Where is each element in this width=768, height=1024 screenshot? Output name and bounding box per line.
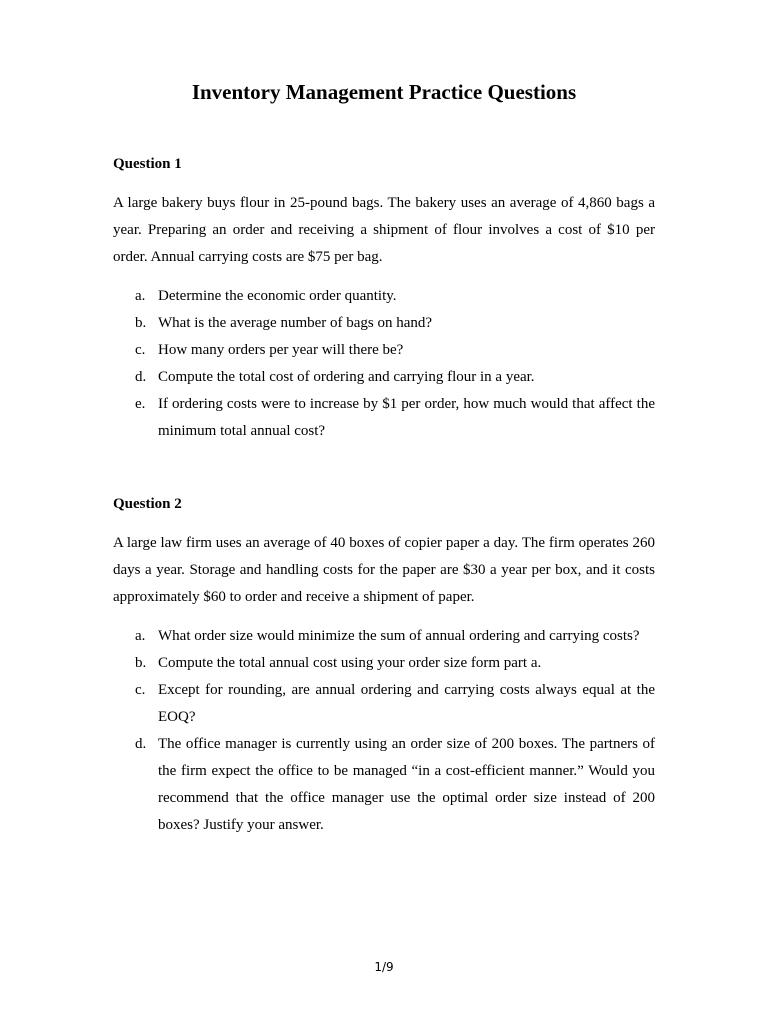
list-item xyxy=(113,623,655,650)
list-item-text: What is the average number of bags on hand? xyxy=(158,315,433,331)
list-item xyxy=(113,650,655,677)
question-2-section xyxy=(113,494,655,839)
list-marker: c. xyxy=(135,342,146,358)
list-marker: a. xyxy=(135,628,146,644)
list-item xyxy=(113,677,655,731)
question-1-list xyxy=(113,283,655,445)
question-2-list xyxy=(113,623,655,839)
page-number: 1/9 xyxy=(374,960,394,974)
list-item-text: Compute the total annual cost using your order size form part a. xyxy=(158,655,542,671)
list-item-text: Except for rounding, are annual ordering and carrying costs always equal at the EOQ? xyxy=(158,682,655,725)
list-marker: b. xyxy=(135,655,147,671)
question-1-heading: Question 1 xyxy=(113,156,182,172)
question-1-section xyxy=(113,154,655,445)
list-marker: a. xyxy=(135,288,146,304)
list-item-text: What order size would minimize the sum of annual ordering and carrying costs? xyxy=(158,628,640,644)
list-item xyxy=(113,310,655,337)
question-2-heading: Question 2 xyxy=(113,496,182,512)
document-title: Inventory Management Practice Questions xyxy=(191,80,577,104)
list-item-text: Compute the total cost of ordering and carrying flour in a year. xyxy=(158,369,535,385)
list-item-text: Determine the economic order quantity. xyxy=(158,288,397,304)
list-item xyxy=(113,337,655,364)
list-item xyxy=(113,364,655,391)
list-marker: b. xyxy=(135,315,147,331)
list-item xyxy=(113,391,655,445)
list-marker: e. xyxy=(135,396,146,412)
list-marker: d. xyxy=(135,369,147,385)
list-item xyxy=(113,731,655,839)
list-item xyxy=(113,283,655,310)
list-item-text: If ordering costs were to increase by $1 per order, how much would that affect the minimum total annual cost? xyxy=(158,396,655,439)
list-item-text: The office manager is currently using an order size of 200 boxes. The partners of the firm expect the office to be managed “in a cost-efficient manner.” Would you recommend that the office manager use the optimal order size instead of 200 boxes? Justify your answer. xyxy=(158,736,655,833)
list-marker: c. xyxy=(135,682,146,698)
list-marker: d. xyxy=(135,736,147,752)
question-1-intro: A large bakery buys flour in 25-pound bags. The bakery uses an average of 4,860 bags a year. Preparing an order and receiving a shipment of flour involves a cost of $10 per order. Annual carrying costs are $75 per bag. xyxy=(113,195,655,265)
question-2-intro: A large law firm uses an average of 40 boxes of copier paper a day. The firm operates 260 days a year. Storage and handling costs for the paper are $30 a year per box, and it costs approximately $60 to order and receive a shipment of paper. xyxy=(113,535,655,605)
list-item-text: How many orders per year will there be? xyxy=(158,342,404,358)
